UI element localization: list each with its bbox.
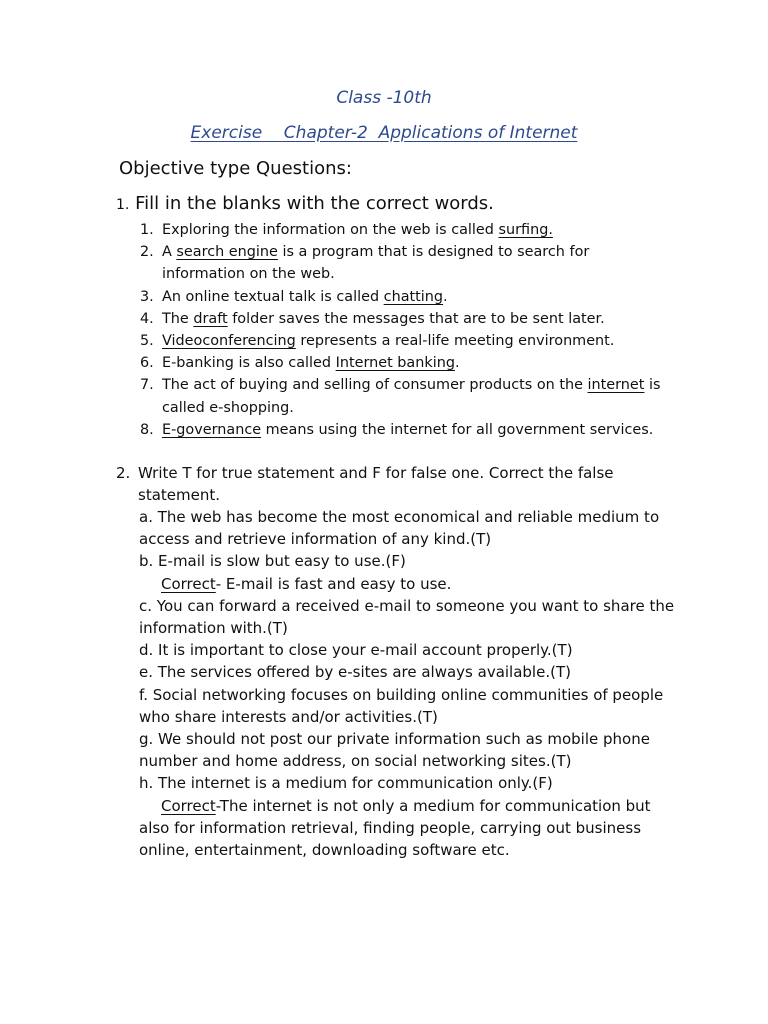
answer: draft [193, 310, 228, 327]
item-text: Exploring the information on the web is called surfing. [162, 222, 553, 238]
class-title: Class -10th [336, 88, 432, 108]
question-number: 1. [116, 197, 130, 213]
answer: search engine [176, 244, 278, 261]
item-text: The draft folder saves the messages that are to be sent later. [162, 310, 605, 327]
section-heading: Objective type Questions: [119, 158, 352, 179]
item-number: 2. [140, 244, 154, 261]
question-2-heading [116, 462, 676, 506]
statement-b: b. E-mail is slow but easy to use.(F) [139, 552, 406, 571]
list-item [140, 219, 675, 241]
list-item [140, 308, 675, 330]
item-text: E-governance means using the internet for all government services. [162, 421, 654, 438]
question-1-heading [116, 193, 494, 214]
statement-h: h. The internet is a medium for communication only.(F) [139, 774, 553, 793]
statement-g: g. We should not post our private information such as mobile phone number and home address, on social networking sites.(T) [139, 730, 650, 771]
item-number: 3. [140, 288, 154, 305]
item-number: 1. [140, 222, 154, 238]
list-item [140, 241, 675, 285]
item-number: 7. [140, 377, 154, 394]
item-number: 4. [140, 310, 154, 327]
answer: internet [587, 377, 645, 394]
correction-h: Correct-The internet is not only a medium for communication but also for information retrieval, finding people, carrying out business online, entertainment, downloading software etc. [139, 796, 651, 860]
correction-b: Correct- E-mail is fast and easy to use. [161, 574, 452, 593]
item-number: 5. [140, 333, 154, 350]
item-number: 6. [140, 355, 154, 372]
list-item [140, 374, 675, 418]
item-text: E-banking is also called Internet banking. [162, 355, 460, 372]
item-text: Videoconferencing represents a real-life meeting environment. [162, 333, 615, 350]
answer: Internet banking [335, 355, 455, 372]
item-text: An online textual talk is called chatting. [162, 288, 448, 305]
true-false-list [139, 506, 679, 861]
item-text: The act of buying and selling of consumer products on the internet is called e-shopping. [162, 377, 661, 416]
list-item [140, 286, 675, 308]
question-number: 2. [116, 464, 131, 482]
list-item [140, 419, 675, 441]
statement-d: d. It is important to close your e-mail account properly.(T) [139, 641, 573, 660]
answer: surfing. [498, 222, 553, 238]
list-item [140, 330, 675, 352]
question-text: Fill in the blanks with the correct words. [135, 193, 494, 214]
answer: Videoconferencing [162, 333, 296, 350]
item-text: A search engine is a program that is designed to search for information on the web. [162, 244, 590, 283]
question-text: Write T for true statement and F for false one. Correct the false statement. [138, 464, 614, 505]
correct-label: Correct [161, 574, 216, 593]
statement-f: f. Social networking focuses on building online communities of people who share interests and/or activities.(T) [139, 685, 664, 726]
statement-e: e. The services offered by e-sites are always available.(T) [139, 663, 571, 682]
statement-c: c. You can forward a received e-mail to someone you want to share the information with.(T) [139, 596, 675, 638]
answer: chatting [383, 288, 444, 305]
correct-label: Correct [161, 796, 216, 815]
statement-a: a. The web has become the most economical and reliable medium to access and retrieve information of any kind.(T) [139, 508, 660, 549]
answer: E-governance [162, 421, 262, 438]
item-number: 8. [140, 421, 154, 438]
chapter-title: Exercise Chapter-2 Applications of Internet [190, 123, 578, 143]
list-item [140, 352, 675, 374]
fill-in-blanks-list [140, 219, 675, 441]
